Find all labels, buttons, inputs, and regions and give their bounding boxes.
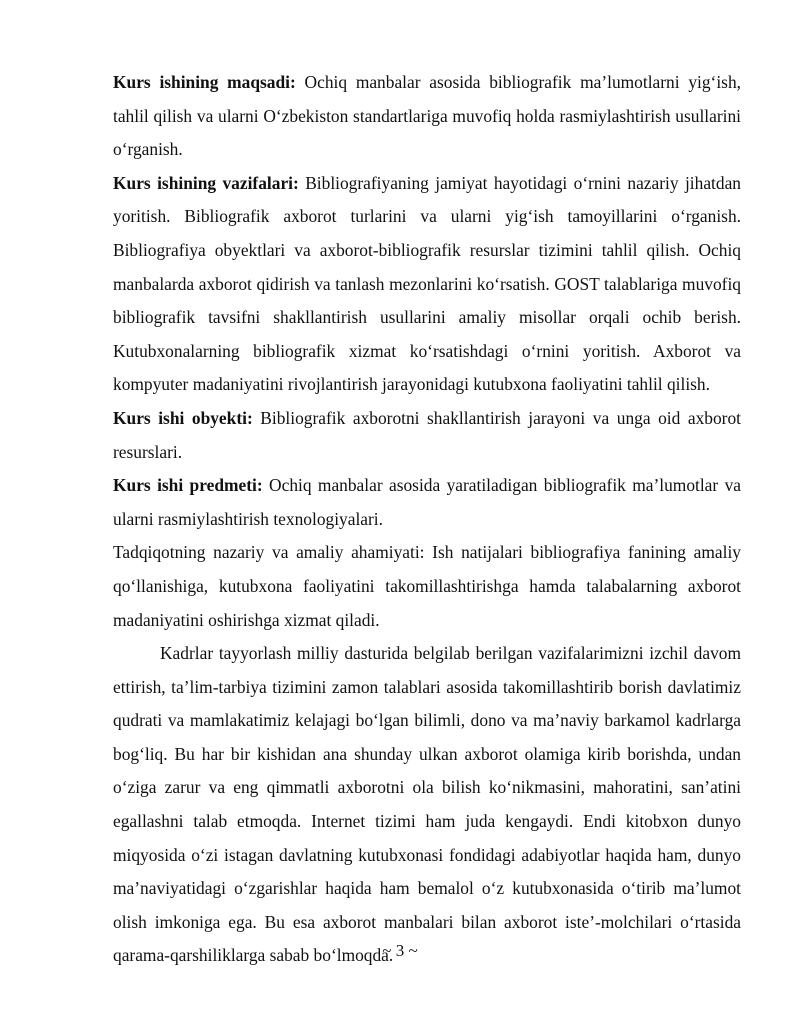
paragraph-object [113, 402, 741, 469]
text-tasks: Bibliografiyaning jamiyat hayotidagi o‘rnini nazariy jihatdan yoritish. Bibliografik axborot turlarini va ularni yig‘ish tamoyillarini o‘rganish. Bibliografiya obyektlari va axborot-bibliografik resurslar tizimini tahlil qilish. Ochiq manbalarda axborot qidirish va tanlash mezonlarini ko‘rsatish. GOST talablariga muvofiq bibliografik tavsifni shakllantirish usullarini amaliy misollar orqali ochib berish. Kutubxonalarning bibliografik xizmat ko‘rsatishdagi o‘rnini yoritish. Axborot va kompyuter madaniyatini rivojlantirish jarayonidagi kutubxona faoliyatini tahlil qilish. [113, 172, 741, 395]
text-subject: Ochiq manbalar asosida yaratiladigan bibliografik ma’lumotlar va ularni rasmiylashtirish texnologiyalari. [113, 475, 741, 529]
paragraph-goal [113, 66, 741, 167]
page-number: ~ 3 ~ [382, 941, 418, 960]
heading-object: Kurs ishi obyekti: [113, 407, 253, 428]
paragraph-significance [113, 536, 741, 637]
text-goal: Ochiq manbalar asosida bibliografik ma’lumotlarni yig‘ish, tahlil qilish va ularni O‘zbekiston standartlariga muvofiq holda rasmiylashtirish usullarini o‘rganish. [113, 72, 741, 160]
paragraph-body [113, 637, 741, 973]
document-body [113, 66, 741, 973]
text-object: Bibliografik axborotni shakllantirish jarayoni va unga oid axborot resurslari. [113, 407, 741, 462]
paragraph-tasks [113, 167, 741, 402]
heading-goal: Kurs ishining maqsadi: [113, 72, 296, 92]
heading-tasks: Kurs ishining vazifalari: [113, 172, 299, 193]
text-significance: Tadqiqotning nazariy va amaliy ahamiyati: Ish natijalari bibliografiya fanining amaliy qo‘llanishiga, kutubxona faoliyatini takomillashtirishga hamda talabalarning axborot madaniyatini oshirishga xizmat qiladi. [113, 542, 741, 630]
paragraph-subject [113, 469, 741, 536]
text-body: Kadrlar tayyorlash milliy dasturida belgilab berilgan vazifalarimizni izchil davom ettirish, ta’lim-tarbiya tizimini zamon talablari asosida takomillashtirib borish davlatimiz qudrati va mamlakatimiz kelajagi bo‘lgan bilimli, dono va ma’naviy barkamol kadrlarga bog‘liq. Bu har bir kishidan ana shunday ulkan axborot olamiga kirib borishda, undan o‘ziga zarur va eng qimmatli axborotni ola bilish ko‘nikmasini, mahoratini, san’atini egallashni talab etmoqda. Internet tizimi ham juda kengaydi. Endi kitobxon dunyo miqyosida o‘zi istagan davlatning kutubxonasi fondidagi adabiyotlar haqida ham, dunyo ma’naviyatidagi o‘zgarishlar haqida ham bemalol o‘z kutubxonasida o‘tirib ma’lumot olish imkoniga ega. Bu esa axborot manbalari bilan axborot iste’-molchilari o‘rtasida qarama-qarshiliklarga sabab bo‘lmoqda. [113, 643, 741, 966]
heading-subject: Kurs ishi predmeti: [113, 475, 263, 496]
